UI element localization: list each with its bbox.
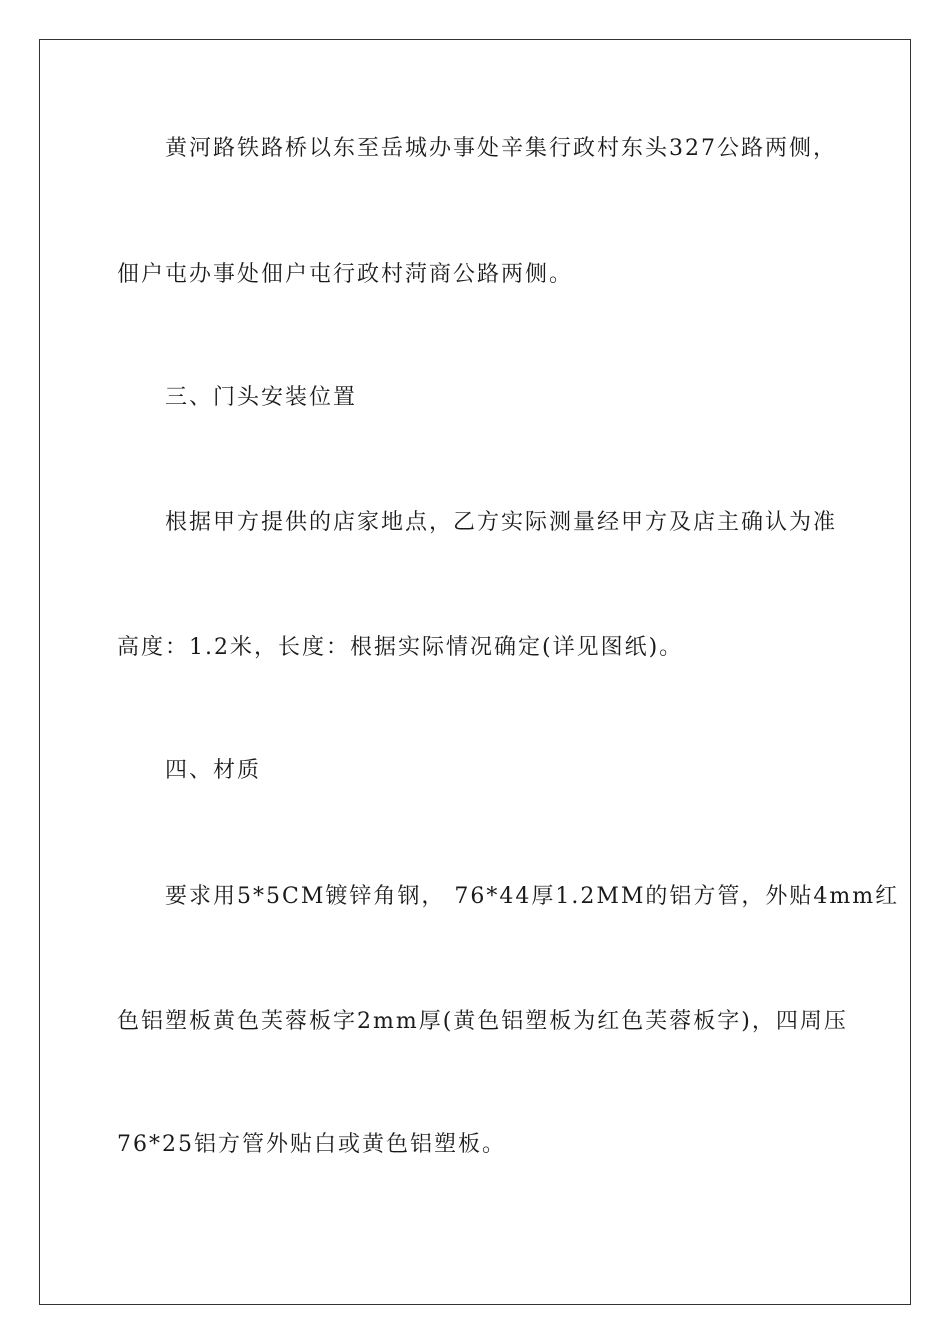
paragraph-line: 根据甲方提供的店家地点，乙方实际测量经甲方及店主确认为准 <box>165 510 838 535</box>
paragraph-line: 黄河路铁路桥以东至岳城办事处辛集行政村东头327公路两侧， <box>165 136 837 161</box>
paragraph-line: 要求用5*5CM镀锌角钢， 76*44厚1.2MM的铝方管，外贴4mm红 <box>165 884 900 909</box>
paragraph-line: 76*25铝方管外贴白或黄色铝塑板。 <box>117 1132 506 1157</box>
page-border <box>39 39 911 1305</box>
section-heading: 三、门头安装位置 <box>165 385 358 410</box>
paragraph-line: 佃户屯办事处佃户屯行政村菏商公路两侧。 <box>117 262 574 287</box>
section-heading: 四、材质 <box>165 758 262 783</box>
paragraph-line: 高度：1.2米，长度：根据实际情况确定(详见图纸)。 <box>117 635 684 660</box>
paragraph-line: 色铝塑板黄色芙蓉板字2mm厚(黄色铝塑板为红色芙蓉板字)，四周压 <box>117 1009 848 1034</box>
